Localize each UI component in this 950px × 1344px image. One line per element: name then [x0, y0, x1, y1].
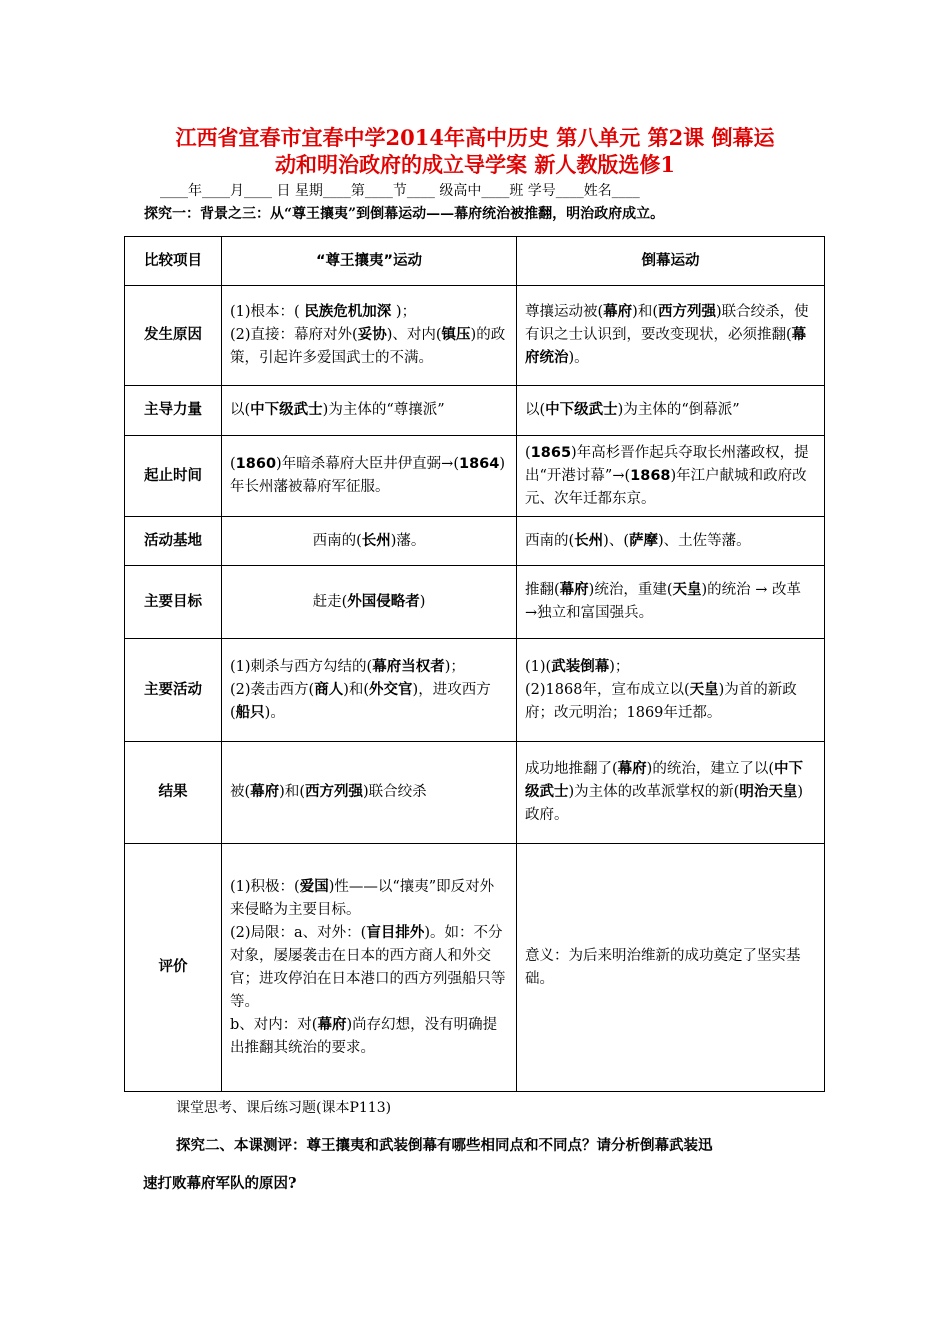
table-header-row	[125, 237, 825, 286]
table-row	[125, 844, 825, 1092]
cell-text: )的统治，建立了以(	[646, 761, 774, 777]
cell-text: 西南的(	[312, 532, 362, 549]
answer-text: 长州	[574, 532, 604, 549]
tobaku-cell	[517, 742, 825, 844]
title-line-2: 动和明治政府的成立导学案 新人教版选修1	[275, 152, 675, 177]
cell-text: )。	[568, 350, 589, 366]
answer-text: 幕府统治	[525, 327, 807, 366]
header-sonno: “尊王攘夷”运动	[222, 237, 517, 286]
answer-text: 武装倒幕	[551, 658, 610, 675]
row-label: 主要目标	[125, 566, 222, 639]
table-row	[125, 517, 825, 566]
cell-text: )的统治 → 改革 →独立和富国强兵。	[525, 582, 802, 621]
cell-text: 被(	[230, 784, 251, 800]
table-row	[125, 742, 825, 844]
sonno-cell	[222, 286, 517, 386]
answer-text: 萨摩	[629, 532, 658, 549]
cell-text: (2)袭击西方(	[230, 681, 315, 698]
cell-text: )年江户献城和政府改元、次年迁都东京。	[525, 467, 807, 507]
classroom-practice-note: 课堂思考、课后练习题(课本P113)	[176, 1100, 392, 1116]
cell-text: )和(	[343, 681, 370, 698]
cell-text: )、对内(	[386, 327, 442, 343]
table-row	[125, 566, 825, 639]
answer-text: 幕府	[317, 1016, 347, 1033]
cell-text: )为主体的改革派掌权的新(	[568, 784, 740, 800]
answer-text: 商人	[314, 681, 344, 698]
table-row	[125, 286, 825, 386]
sonno-cell	[222, 844, 517, 1092]
cell-text: )、土佐等藩。	[658, 532, 751, 549]
cell-text: )为主体的“尊攘派”	[322, 402, 445, 418]
answer-text: 幕府	[617, 761, 647, 777]
answer-text: 中下级武士	[525, 761, 803, 800]
comparison-table	[124, 236, 825, 1092]
cell-text: )性——以“攘夷”即反对外来侵略为主要目标。	[230, 878, 495, 918]
sonno-cell	[222, 517, 517, 566]
answer-text: 民族危机加深	[304, 304, 392, 320]
tobaku-cell	[517, 844, 825, 1092]
title-line-1: 江西省宜春市宜春中学2014年高中历史 第八单元 第2课 倒幕运	[175, 125, 775, 150]
answer-text: 外国侵略者	[347, 593, 420, 610]
cell-text: 以(	[525, 402, 546, 418]
tobaku-cell	[517, 386, 825, 436]
sonno-cell	[222, 742, 517, 844]
cell-text: 西南的(	[525, 532, 575, 549]
answer-text: 明治天皇	[739, 784, 798, 800]
table-row	[125, 639, 825, 742]
table-row	[125, 386, 825, 436]
tobaku-cell	[517, 286, 825, 386]
student-info-blanks: ____年____月____ 日 星期____第____节____ 级高中____班 学号____姓名____	[160, 183, 640, 199]
answer-text: 1868	[630, 467, 671, 484]
cell-text: )	[419, 593, 426, 610]
answer-text: 盲目排外	[366, 924, 425, 941]
cell-text: )；	[391, 304, 417, 320]
row-label: 活动基地	[125, 517, 222, 566]
answer-text: 西方列强	[658, 304, 716, 320]
answer-text: 爱国	[299, 878, 329, 895]
answer-text: 幕府	[559, 582, 589, 598]
row-label: 起止时间	[125, 436, 222, 517]
answer-text: 1864	[459, 456, 500, 472]
cell-text: 推翻(	[525, 582, 560, 598]
cell-text: 以(	[230, 402, 251, 418]
cell-text: )。	[264, 704, 285, 721]
answer-text: 幕府	[603, 304, 633, 320]
tobaku-cell	[517, 639, 825, 742]
cell-text: (1)积极：(	[230, 878, 300, 895]
answer-text: 妥协	[357, 327, 387, 343]
answer-text: 中下级武士	[250, 402, 323, 418]
cell-text: )政府。	[525, 784, 803, 823]
cell-text: )，进攻西方(	[230, 681, 491, 721]
cell-text: )年暗杀幕府大臣井伊直弼→(	[276, 456, 459, 472]
cell-text: b、对内：对(	[230, 1016, 318, 1033]
cell-text: )的政策，引起许多爱国武士的不满。	[230, 327, 506, 366]
cell-text: )联合绞杀，使有识之士认识到，要改变现状，必须推翻(	[525, 304, 809, 343]
sonno-cell	[222, 566, 517, 639]
answer-text: 幕府当权者	[372, 658, 445, 675]
cell-text: 赶走(	[312, 593, 348, 610]
sonno-cell	[222, 386, 517, 436]
cell-text: 成功地推翻了(	[525, 761, 618, 777]
cell-text: )、(	[603, 532, 629, 549]
row-label: 主导力量	[125, 386, 222, 436]
document-title	[120, 124, 830, 178]
table-row	[125, 436, 825, 517]
cell-text: 尊攘运动被(	[525, 304, 604, 320]
cell-text: (1)根本：(	[230, 304, 305, 320]
row-label: 发生原因	[125, 286, 222, 386]
row-label: 主要活动	[125, 639, 222, 742]
answer-text: 西方列强	[305, 784, 363, 800]
cell-text: )藩。	[390, 532, 426, 549]
answer-text: 镇压	[441, 327, 471, 343]
answer-text: 天皇	[689, 681, 719, 698]
sonno-cell	[222, 436, 517, 517]
cell-text: )；	[444, 658, 465, 675]
explore-two-line-2: 速打败幕府军队的原因?	[143, 1175, 297, 1192]
header-tobaku: 倒幕运动	[517, 237, 825, 286]
tobaku-cell	[517, 566, 825, 639]
cell-text: )为首的新政府；改元明治；1869年迁都。	[525, 681, 797, 721]
answer-text: 船只	[235, 704, 265, 721]
explore-two-line-1: 探究二、本课测评：尊王攘夷和武装倒幕有哪些相同点和不同点？请分析倒幕武装迅	[176, 1137, 713, 1154]
tobaku-cell	[517, 517, 825, 566]
cell-text: (1)(	[525, 658, 552, 675]
header-item: 比较项目	[125, 237, 222, 286]
answer-text: 中下级武士	[545, 402, 618, 418]
cell-text: (1)刺杀与西方勾结的(	[230, 658, 373, 675]
answer-text: 1860	[235, 456, 277, 472]
row-label: 结果	[125, 742, 222, 844]
cell-text: )年高杉晋作起兵夺取长州藩政权，提出“开港讨幕”→(	[525, 444, 809, 484]
cell-text: (2)1868年，宣布成立以(	[525, 681, 690, 698]
cell-text: (2)直接：幕府对外(	[230, 327, 358, 343]
cell-text: )年长州藩被幕府军征服。	[230, 456, 506, 495]
cell-text: )为主体的“倒幕派”	[617, 402, 740, 418]
cell-text: (2)局限：a、对外：(	[230, 924, 367, 941]
answer-text: 外交官	[369, 681, 413, 698]
cell-text: 意义：为后来明治维新的成功奠定了坚实基础。	[525, 947, 801, 987]
answer-text: 天皇	[672, 582, 702, 598]
answer-text: 1865	[530, 444, 572, 461]
cell-text: )；	[609, 658, 630, 675]
cell-text: )尚存幻想，没有明确提出推翻其统治的要求。	[230, 1016, 498, 1056]
cell-text: )统治，重建(	[588, 582, 673, 598]
cell-text: )。如：不分对象，屡屡袭击在日本的西方商人和外交官；进攻停泊在日本港口的西方列强船只等等。	[230, 924, 506, 1010]
cell-text: (	[230, 456, 236, 472]
cell-text: )和(	[279, 784, 305, 800]
cell-text: )联合绞杀	[363, 784, 427, 800]
row-label: 评价	[125, 844, 222, 1092]
tobaku-cell	[517, 436, 825, 517]
cell-text: (	[525, 444, 531, 461]
answer-text: 长州	[361, 532, 391, 549]
cell-text: )和(	[632, 304, 658, 320]
sonno-cell	[222, 639, 517, 742]
answer-text: 幕府	[250, 784, 280, 800]
explore-one-heading: 探究一：背景之三：从“尊王攘夷”到倒幕运动——幕府统治被推翻，明治政府成立。	[144, 206, 665, 222]
